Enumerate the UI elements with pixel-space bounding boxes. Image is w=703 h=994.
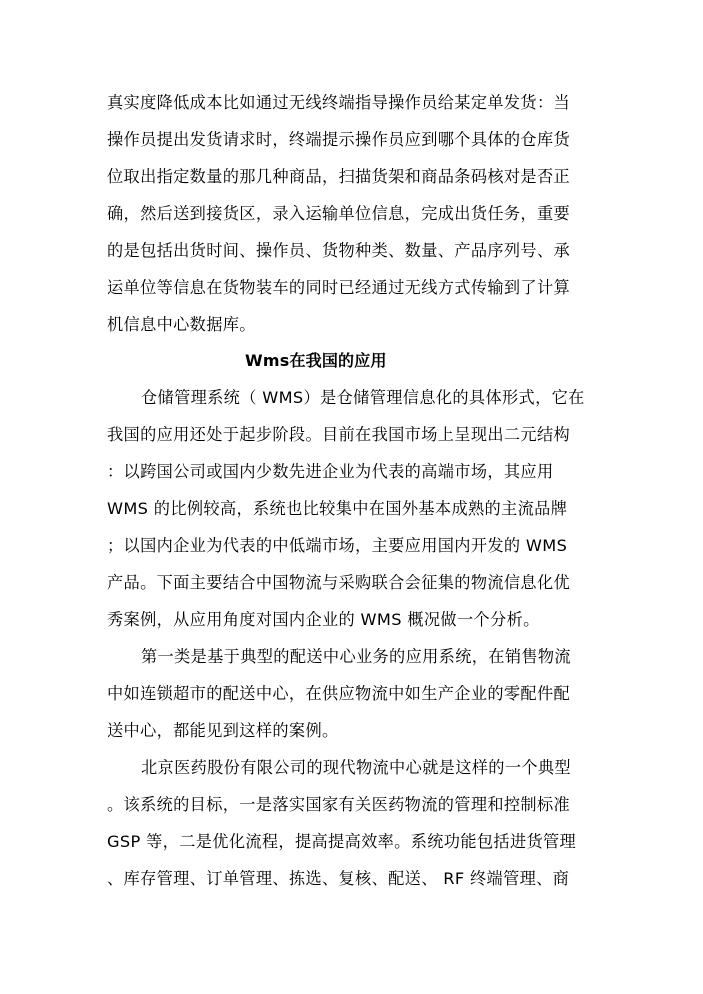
paragraph-line: 产品。下面主要结合中国物流与采购联合会征集的物流信息化优	[107, 573, 571, 592]
paragraph-line: 确，然后送到接货区，录入运输单位信息，完成出货任务，重要	[107, 204, 571, 223]
paragraph-line: 、库存管理、订单管理、拣选、复核、配送、 RF 终端管理、商	[107, 869, 570, 888]
paragraph-line: ；以国内企业为代表的中低端市场，主要应用国内开发的 WMS	[107, 536, 568, 555]
paragraph-line: WMS 的比例较高，系统也比较集中在国外基本成熟的主流品牌	[107, 499, 568, 518]
paragraph-line: 仓储管理系统（ WMS）是仓储管理信息化的具体形式，它在	[141, 388, 585, 407]
paragraph-line: 真实度降低成本比如通过无线终端指导操作员给某定单发货：当	[107, 93, 571, 112]
section-heading: Wms在我国的应用	[245, 351, 387, 370]
paragraph-line: 第一类是基于典型的配送中心业务的应用系统，在销售物流	[141, 647, 571, 666]
paragraph-line: 的是包括出货时间、操作员、货物种类、数量、产品序列号、承	[107, 241, 571, 260]
paragraph-line: 。该系统的目标，一是落实国家有关医药物流的管理和控制标准	[107, 795, 571, 814]
paragraph-line: 秀案例，从应用角度对国内企业的 WMS 概况做一个分析。	[107, 610, 540, 629]
paragraph-line: GSP 等，二是优化流程，提高提高效率。系统功能包括进货管理	[107, 832, 577, 851]
paragraph-line: 操作员提出发货请求时，终端提示操作员应到哪个具体的仓库货	[107, 130, 571, 149]
paragraph-line: 位取出指定数量的那几种商品，扫描货架和商品条码核对是否正	[107, 167, 571, 186]
paragraph-line: 我国的应用还处于起步阶段。目前在我国市场上呈现出二元结构	[107, 425, 571, 444]
paragraph-line: 送中心，都能见到这样的案例。	[107, 721, 339, 740]
paragraph-line: 机信息中心数据库。	[107, 315, 256, 334]
paragraph-line: ：以跨国公司或国内少数先进企业为代表的高端市场，其应用	[107, 462, 554, 481]
paragraph-line: 中如连锁超市的配送中心，在供应物流中如生产企业的零配件配	[107, 684, 571, 703]
paragraph-line: 运单位等信息在货物装车的同时已经通过无线方式传输到了计算	[107, 278, 571, 297]
paragraph-line: 北京医药股份有限公司的现代物流中心就是这样的一个典型	[141, 758, 571, 777]
